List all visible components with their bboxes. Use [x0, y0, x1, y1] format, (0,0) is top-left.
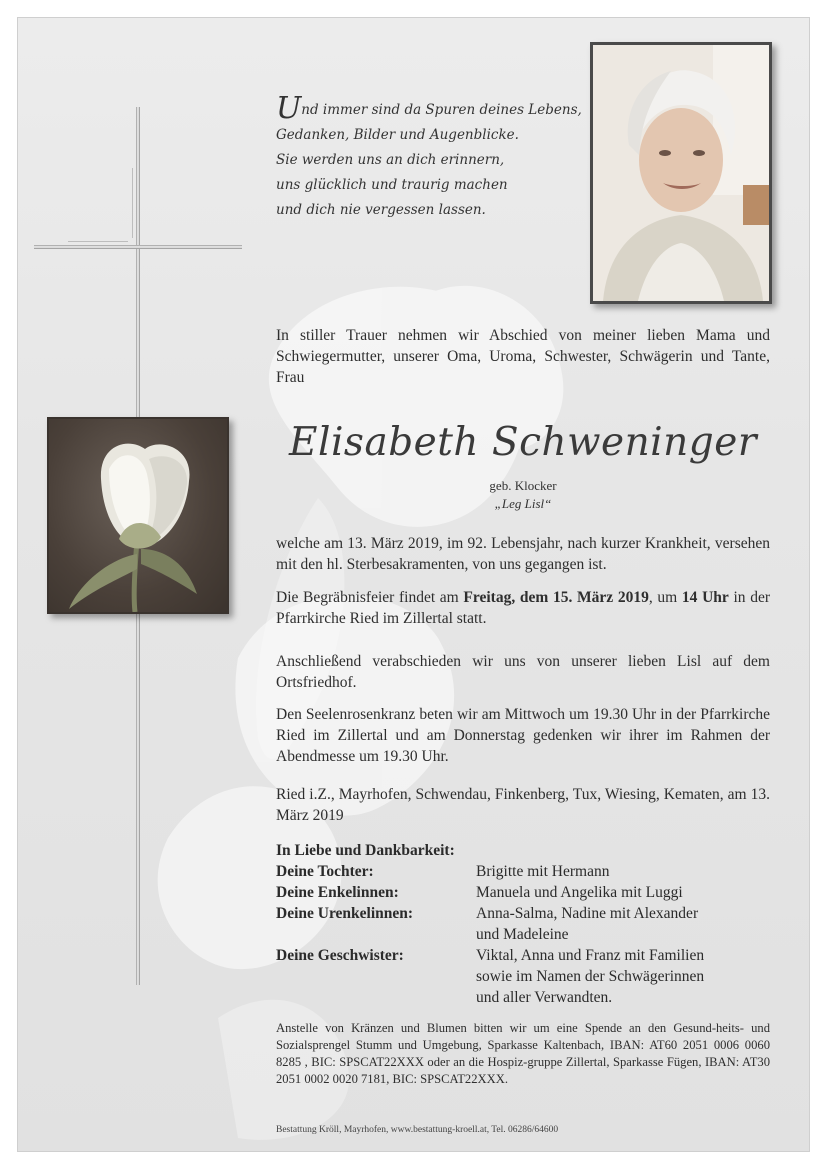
funeral-home-footer: Bestattung Kröll, Mayrhofen, www.bestattung-kroell.at, Tel. 06286/64600: [276, 1125, 559, 1135]
family-row: [276, 861, 770, 882]
memorial-quote: [276, 91, 582, 223]
family-label: Deine Geschwister:: [276, 947, 404, 964]
family-label: Deine Enkelinnen:: [276, 884, 399, 901]
funeral-date: Freitag, dem 15. März 2019: [463, 589, 649, 606]
funeral-time: 14 Uhr: [681, 589, 729, 606]
family-row: [276, 882, 770, 903]
cross-shadow-vertical: [132, 168, 133, 238]
portrait-photo: [590, 42, 772, 304]
family-members: Viktal, Anna und Franz mit Familien sowie im Namen der Schwägerinnen und aller Verwandten.: [476, 947, 705, 1006]
places-date: Ried i.Z., Mayrhofen, Schwendau, Finkenberg, Tux, Wiesing, Kematen, am 13. März 2019: [276, 786, 770, 824]
family-label: Deine Tochter:: [276, 863, 374, 880]
family-members: Brigitte mit Hermann: [476, 863, 610, 880]
intro-text: In stiller Trauer nehmen wir Abschied von meiner lieben Mama und Schwiegermutter, unserer Oma, Uroma, Schwester, Schwägerin und Tante, Frau: [276, 327, 770, 386]
quote-line-2: Gedanken, Bilder und Augenblicke.: [276, 127, 519, 143]
quote-initial: U: [276, 91, 302, 126]
quote-line-4: uns glücklich und traurig machen: [276, 177, 508, 193]
family-row: [276, 945, 770, 1008]
quote-line-3: Sie werden uns an dich erinnern,: [276, 152, 505, 168]
family-row: [276, 903, 770, 945]
nickname: „Leg Lisl“: [494, 496, 552, 511]
family-list: [276, 840, 770, 1008]
birth-name: geb. Klocker: [489, 478, 557, 493]
white-rose-image: [49, 419, 227, 612]
funeral-info: Die Begräbnisfeier findet am Freitag, dem 15. März 2019, um 14 Uhr in der Pfarrkirche Ried im Zillertal statt.: [276, 589, 770, 627]
burial-info: Anschließend verabschieden wir uns von unserer lieben Lisl auf dem Ortsfriedhof.: [276, 653, 770, 691]
quote-line-5: und dich nie vergessen lassen.: [276, 202, 486, 218]
death-notice: welche am 13. März 2019, im 92. Lebensjahr, nach kurzer Krankheit, versehen mit den hl. Sterbesakramenten, von uns gegangen ist.: [276, 535, 770, 573]
rosary-info: Den Seelenrosenkranz beten wir am Mittwoch um 19.30 Uhr in der Pfarrkirche Ried im Zillertal und am Donnerstag gedenken wir ihrer im Rahmen der Abendmesse um 19.30 Uhr.: [276, 706, 770, 765]
quote-line-1: Und immer sind da Spuren deines Lebens,: [276, 91, 582, 126]
family-members: Anna-Salma, Nadine mit Alexander und Madeleine: [476, 905, 699, 943]
donation-note: Anstelle von Kränzen und Blumen bitten wir um eine Spende an den Gesund-heits- und Sozialsprengel Stumm und Umgebung, Sparkasse Kaltenbach, IBAN: AT60 2051 0006 0060 8285 , BIC: SPSCAT22XXX oder an die Hospiz-gruppe Zillertal, Sparkasse Fügen, IBAN: AT30 2051 0002 0020 7181, BIC: SPSCAT22XXX.: [276, 1021, 770, 1086]
cross-icon-horizontal: [34, 245, 242, 249]
rose-photo: [47, 417, 229, 614]
deceased-name: Elisabeth Schweninger: [289, 420, 757, 465]
family-label: Deine Urenkelinnen:: [276, 905, 414, 922]
cross-shadow-horizontal: [68, 241, 128, 242]
obituary-card: [17, 17, 810, 1152]
portrait-image: [593, 45, 769, 301]
family-heading: In Liebe und Dankbarkeit:: [276, 842, 455, 859]
family-members: Manuela und Angelika mit Luggi: [476, 884, 683, 901]
